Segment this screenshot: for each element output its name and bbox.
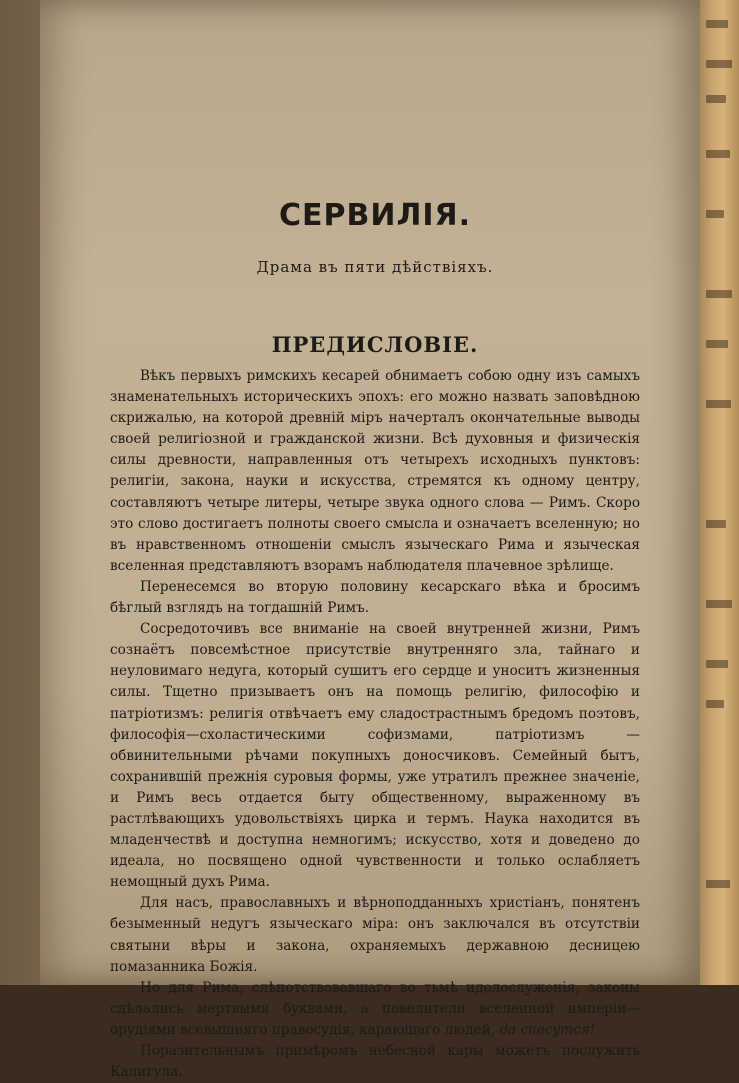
paragraph-5-text: Но для Рима, слѣпотствовавшаго во тьмѣ идолослуженія, законы сдѣлались мертвыми буквами, а повелители вселенной имперіи—орудіями всевышняго правосудія, карающаго людей, <box>110 979 640 1038</box>
paragraph-5-emphasis: да спасутся! <box>499 1021 596 1038</box>
preface-heading: ПРЕДИСЛОВІЕ. <box>271 332 479 357</box>
paragraph-2: Перенесемся во вторую половину кесарскаго вѣка и бросимъ бѣглый взглядъ на тогдашній Римъ. <box>110 578 640 617</box>
paragraph-3: Сосредоточивъ все вниманіе на своей внутренней жизни, Римъ сознаётъ повсемѣстное присутствіе внутренняго зла, тайнаго и неуловимаго недуга, который сушитъ его сердце и уноситъ жизненныя силы. Тщетно призываетъ онъ на помощь религію, философію и патріотизмъ: религія отвѣчаетъ ему сладострастнымъ бредомъ поэтовъ, философія—схоластическими софизмами, патріотизмъ — обвинительными рѣчами покупныхъ доносчиковъ. Семейный бытъ, сохранившій прежнія суровыя формы, уже утратилъ прежнее значеніе, и Римъ весь отдается быту общественному, выраженному въ растлѣвающихъ удовольствіяхъ цирка и термъ. Наука находится въ младенчествѣ и доступна немногимъ; искусство, хотя и доведено до идеала, но посвящено одной чувственности и только ослабляетъ немощный духъ Рима. <box>110 621 640 891</box>
paragraph-6: Поразительнымъ примѣромъ небесной кары можетъ послужить Калигула. <box>110 1043 640 1081</box>
paragraph-5 <box>110 978 640 1041</box>
drama-subtitle: Драма въ пяти дѣйствіяхъ. <box>256 258 494 276</box>
drama-title: СЕРВИЛІЯ. <box>278 198 472 233</box>
paragraph-1: Вѣкъ первыхъ римскихъ кесарей обнимаетъ собою одну изъ самыхъ знаменательныхъ историческихъ эпохъ: его можно назвать заповѣдною скрижалью, на которой древній міръ начерталъ окончательные выводы своей религіозной и гражданской жизни. Всѣ духовныя и физическія силы древности, направленныя отъ четырехъ исходныхъ пунктовъ: религіи, закона, науки и искусства, стремятся къ одному центру, составляютъ четыре литеры, четыре звука одного слова — Римъ. Скоро это слово достигаетъ полноты своего смысла и означаетъ вселенную; но въ нравственномъ отношеніи смыслъ языческаго Рима и языческая вселенная представляютъ взорамъ наблюдателя плачевное зрѣлище. <box>110 368 640 574</box>
paragraph-4: Для насъ, православныхъ и вѣрноподданныхъ христіанъ, понятенъ безыменный недугъ языческаго міра: онъ заключался въ отсутствіи святыни вѣры и закона, охраняемыхъ державною десницею помазанника Божія. <box>110 895 640 975</box>
preface-body <box>110 366 640 1083</box>
adjacent-page-edge <box>700 0 739 985</box>
